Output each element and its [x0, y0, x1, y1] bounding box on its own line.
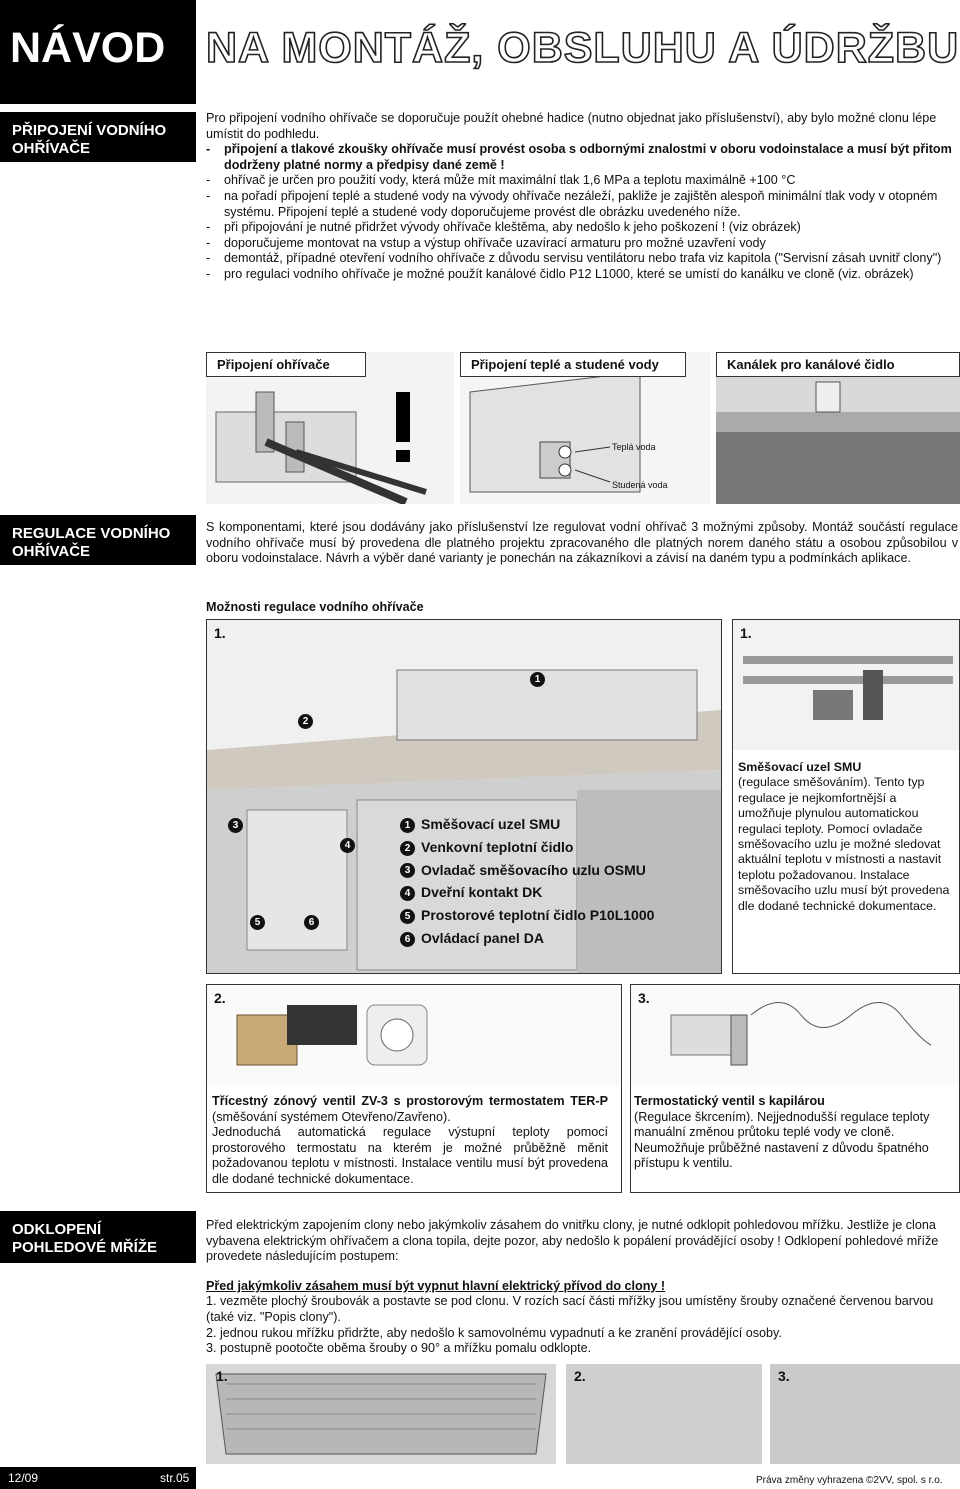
section1-text: Pro připojení vodního ohřívače se doporučuje použít ohebné hadice (nutno objednat jako příslušenství), aby bylo možné clonu lépe umístit do podhledu. - připojení a tlakové zkoušky ohřívače musí provést osoba s odbornými znalostmi v oboru vodoinstalace a musí být přitom dodrženy platné normy a předpisy dané země ! - ohřívač je určen pro použití vody, která může mít maximální tlak 1,6 MPa a teplotu maximálně +100 °C - na pořadí připojení teplé a studené vody na vývody ohřívače nezáleží, pakliže je zajištěn alespoň minimální tlak vody v otopném systému. Připojení teplé a studené vody doporučujeme provést dle obrázku uvedeného níže. - při připojování je nutné přidržet vývody ohřívače kleštěma, aby nedošlo k jeho poškození ! (viz obrázek) - doporučujeme montovat na vstup a výstup ohřívače uzavírací armaturu pro možné uzavření vody - demontáž, případné otevření vodního ohřívače z důvodu servisu ventilátoru nebo trafa viz kapitola ("Servisní zásah uvnitř clony") - pro regulaci vodního ohřívače je možné použít kanálové čidlo P12 L1000, které se umístí do kanálku ve cloně (viz. obrázek) [206, 111, 958, 283]
section-heading-regulation: REGULACE VODNÍHO OHŘÍVAČE [0, 515, 196, 565]
section3-intro: Před elektrickým zapojením clony nebo jakýmkoliv zásahem do vnitřku clony, je nutné odklopit pohledovou mřížku. Jestliže je clona vybavena elektrickým ohřívačem a clona topila, dejte pozor, aby nedošlo k popálení provádějící osoby ! Odklopení pohledové mříže provedete následujícím postupem: [206, 1218, 939, 1264]
section3-warning: Před jakýmkoliv zásahem musí být vypnut hlavní elektrický přívod do clony ! [206, 1278, 666, 1293]
figure-label-sensor-channel: Kanálek pro kanálové čidlo [716, 352, 960, 377]
thermostatic-valve-illustration [631, 985, 959, 1085]
legend-item-3: Ovladač směšovacího uzlu OSMU [421, 861, 646, 878]
grille-photo-1 [206, 1364, 556, 1464]
option2-text: Jednoduchá automatická regulace výstupní teploty pomocí prostorového termostatu na kterém je možné průběžně měnit požadovanou teplotu v místnosti. Instalace ventilu musí být provedena dle dodané technické dokumentace. [212, 1125, 608, 1186]
option3-number: 3. [638, 990, 650, 1006]
regulation-options-title: Možnosti regulace vodního ohřívače [206, 600, 424, 614]
section3-text [206, 1218, 958, 1357]
s1-item-2: ohřívač je určen pro použití vody, která může mít maximální tlak 1,6 MPa a teplotu maximálně +100 °C [224, 173, 796, 188]
smu-text: (regulace směšováním). Tento typ regulace je nejkomfortnější a umožňuje plynulou automatickou regulaci teploty. Pomocí ovladače směšovacího uzlu je možné sledovat aktuální teplotu v místnosti a nastavit teplotu požadovanou. Instalace směšovacího uzlu musí být provedena dle dodané technické dokumentace. [738, 775, 950, 913]
footer-page-number: str.05 [160, 1471, 190, 1485]
marker-6: 6 [304, 913, 325, 930]
s1-item-6: demontáž, případné otevření vodního ohřívače z důvodu servisu ventilátoru nebo trafa viz kapitola ("Servisní zásah uvnitř clony") [224, 251, 942, 266]
label-warm-water: Teplá voda [612, 442, 656, 452]
s1-item-5: doporučujeme montovat na vstup a výstup ohřívače uzavírací armaturu pro možné uzavření vody [224, 235, 766, 250]
grille-step-3-number: 3. [778, 1368, 790, 1384]
smu-description [738, 760, 952, 914]
legend-item-5: Prostorové teplotní čidlo P10L1000 [421, 907, 655, 924]
smu-photo [733, 620, 959, 750]
marker-3: 3 [228, 816, 249, 833]
footer-date: 12/09 [8, 1471, 39, 1485]
legend-item-2: Venkovní teplotní čidlo [421, 838, 574, 855]
option2-number: 2. [214, 990, 226, 1006]
footer-bar [0, 1467, 196, 1489]
regulation-legend: 1 Směšovací uzel SMU 2 Venkovní teplotní čidlo 3 Ovladač směšovacího uzlu OSMU 4 Dveřní kontakt DK 5 Prostorové teplotní čidlo P10L1000 6 Ovládací panel DA [400, 816, 654, 947]
legend-item-1: Směšovací uzel SMU [421, 816, 561, 832]
marker-2: 2 [298, 712, 319, 729]
grille-illustration [206, 1364, 556, 1464]
section2-intro: S komponentami, které jsou dodávány jako příslušenství lze regulovat vodní ohřívač 3 možnými způsoby. Montáž součástí regulace vodního ohřívače musí bý provedena dle platného projektu zpracovaného dle platných norem daného státu a osobou způsobilou v oboru vodoinstalace. Návrh a výběr dané varianty je ponechán na zákazníkovi a závisí na daném typu a podmínkách aplikace. [206, 520, 958, 566]
legend-item-4: Dveřní kontakt DK [421, 884, 543, 901]
option2-subtitle: (směšování systémem Otevřeno/Zavřeno). [212, 1109, 451, 1124]
option3-description [634, 1094, 954, 1172]
option3-photo [631, 985, 959, 1085]
option1-number-b: 1. [740, 625, 752, 641]
marker-5: 5 [250, 913, 271, 930]
marker-1: 1 [530, 670, 551, 687]
mixing-unit-illustration [733, 620, 959, 750]
header-title-main: NÁVOD [10, 24, 166, 72]
figure-label-hot-cold-water: Připojení teplé a studené vody [460, 352, 686, 377]
s1-item-1: připojení a tlakové zkoušky ohřívače musí provést osoba s odbornými znalostmi v oboru vodoinstalace a musí být přitom dodrženy platné normy a předpisy dané země ! [224, 142, 952, 172]
section3-step3: 3. postupně pootočte oběma šrouby o 90° a mřížku pomalu odklopte. [206, 1341, 592, 1356]
s1-item-4: při připojování je nutné přidržet vývody ohřívače kleštěma, aby nedošlo k jeho poškození ! (viz obrázek) [224, 220, 801, 235]
option2-title: Třícestný zónový ventil ZV-3 s prostorovým termostatem TER-P [212, 1094, 608, 1108]
figure-label-heater-connection: Připojení ohřívače [206, 352, 366, 377]
s1-item-7: pro regulaci vodního ohřívače je možné použít kanálové čidlo P12 L1000, které se umístí do kanálku ve cloně (viz. obrázek) [224, 266, 914, 281]
option1-number: 1. [214, 625, 226, 641]
option3-title: Termostatický ventil s kapilárou [634, 1094, 825, 1108]
section-heading-connection: PŘIPOJENÍ VODNÍHO OHŘÍVAČE [0, 112, 196, 162]
legend-item-6: Ovládací panel DA [421, 929, 544, 946]
option2-description [212, 1094, 608, 1188]
grille-step-2-number: 2. [574, 1368, 586, 1384]
section-heading-grille: ODKLOPENÍ POHLEDOVÉ MŘÍŽE [0, 1211, 196, 1263]
label-cold-water: Studená voda [612, 480, 668, 490]
grille-step-1-number: 1. [216, 1368, 228, 1384]
marker-4: 4 [340, 836, 361, 853]
s1-item-3: na pořadí připojení teplé a studené vody na vývody ohřívače nezáleží, pakliže je zajištěn alespoň minimální tlak vody v otopném systému. Připojení teplé a studené vody doporučujeme provést dle obrázku uvedeného níže. [224, 188, 938, 219]
section3-step1: 1. vezměte plochý šroubovák a postavte se pod clonu. V rozích sací části mřížky jsou umístěny šrouby označené červenou barvou (také viz. "Popis clony"). [206, 1294, 934, 1324]
option3-text: (Regulace škrcením). Nejjednodušší regulace teploty manuální změnou průtoku teplé vody ve cloně. Neumožňuje průběžné nastavení z důvodu špatného přístupu k ventilu. [634, 1109, 930, 1171]
footer-rights: Práva změny vyhrazena ©2VV, spol. s r.o. [756, 1475, 943, 1486]
grille-photo-2 [566, 1364, 762, 1464]
section1-intro: Pro připojení vodního ohřívače se doporučuje použít ohebné hadice (nutno objednat jako příslušenství), aby bylo možné clonu lépe umístit do podhledu. [206, 111, 937, 141]
section3-step2: 2. jednou rukou mřížku přidržte, aby nedošlo k samovolnému vypadnutí a ke zranění provádějící osoby. [206, 1325, 782, 1340]
header-title-outline: NA MONTÁŽ, OBSLUHU A ÚDRŽBU [206, 24, 960, 72]
page-header [0, 0, 960, 104]
option2-photo [207, 985, 621, 1085]
zone-valve-illustration [207, 985, 621, 1085]
smu-title: Směšovací uzel SMU [738, 760, 862, 774]
grille-photo-3 [770, 1364, 960, 1464]
